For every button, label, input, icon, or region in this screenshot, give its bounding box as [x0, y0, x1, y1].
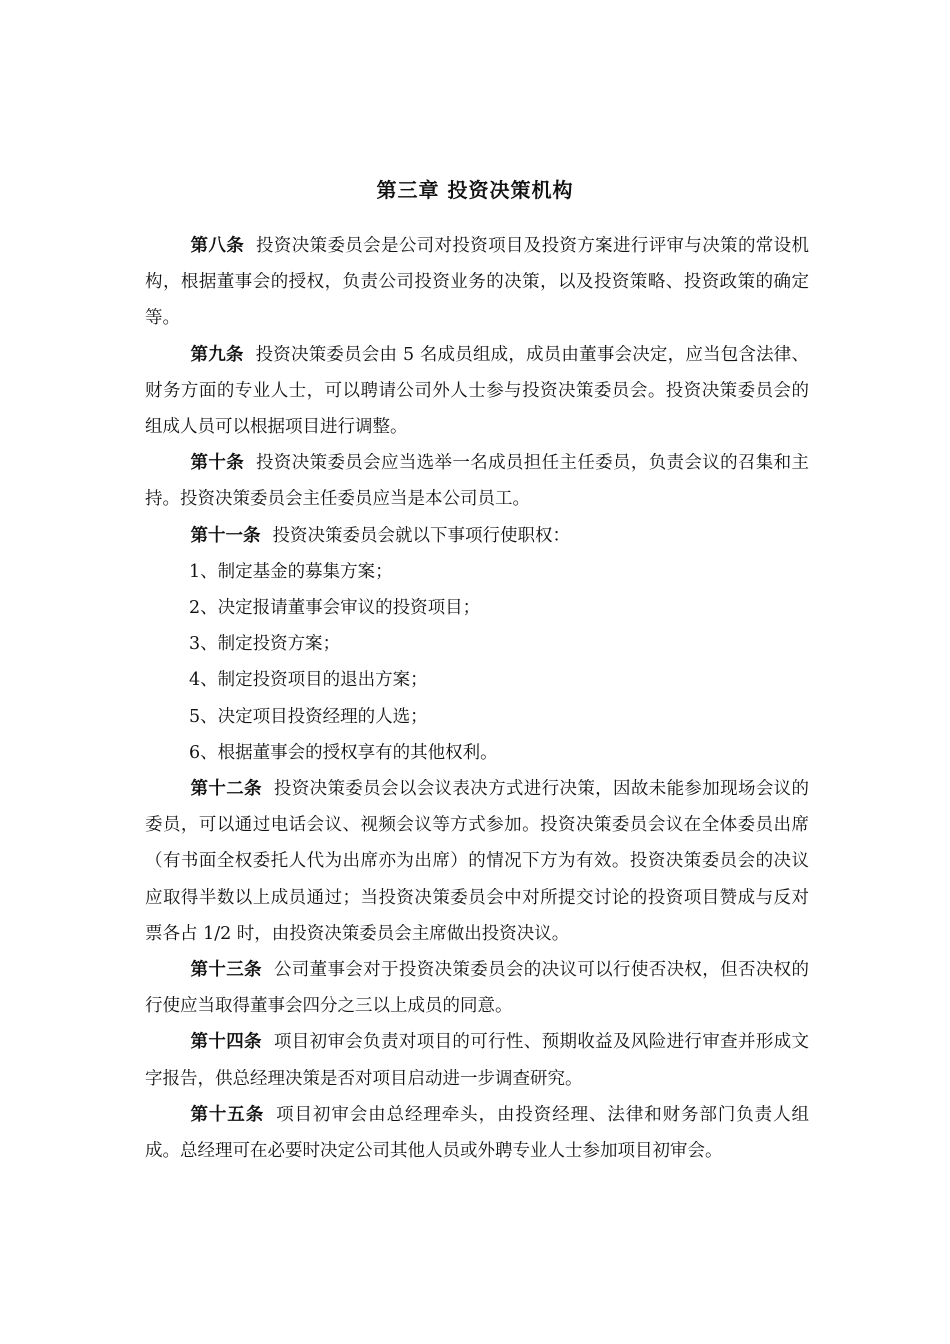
article-10 — [145, 445, 809, 517]
article-label: 第十条 — [190, 453, 245, 474]
article-8 — [145, 228, 809, 337]
article-label: 第十一条 — [190, 525, 261, 546]
article-13 — [145, 952, 809, 1024]
article-label: 第十五条 — [190, 1104, 265, 1125]
list-item: 5、决定项目投资经理的人选； — [189, 706, 428, 727]
article-text: 项目初审会负责对项目的可行性、预期收益及风险进行审查并形成文字报告，供总经理决策是否对项目启动进一步调查研究。 — [145, 1032, 810, 1089]
article-11 — [145, 518, 809, 554]
article-label: 第十二条 — [190, 779, 262, 800]
article-text: 投资决策委员会由 5 名成员组成，成员由董事会决定，应当包含法律、财务方面的专业人士，可以聘请公司外人士参与投资决策委员会。投资决策委员会的组成人员可以根据项目进行调整。 — [145, 344, 810, 438]
chapter-title: 第三章 投资决策机构 — [376, 178, 574, 202]
article-text: 公司董事会对于投资决策委员会的决议可以行使否决权，但否决权的行使应当取得董事会四分之三以上成员的同意。 — [145, 960, 810, 1017]
article-label: 第八条 — [190, 236, 245, 256]
article-text: 投资决策委员会是公司对投资项目及投资方案进行评审与决策的常设机构，根据董事会的授权，负责公司投资业务的决策，以及投资策略、投资政策的确定等。 — [145, 236, 809, 329]
list-item: 6、根据董事会的授权享有的其他权利。 — [189, 742, 498, 763]
list-item: 1、制定基金的募集方案； — [189, 561, 393, 582]
document-body — [145, 228, 809, 1169]
article-text: 投资决策委员会应当选举一名成员担任主任委员，负责会议的召集和主持。投资决策委员会主任委员应当是本公司员工。 — [145, 453, 809, 510]
list-item: 3、制定投资方案； — [189, 634, 341, 655]
list-item: 2、决定报请董事会审议的投资项目； — [189, 598, 481, 619]
article-label: 第十三条 — [190, 960, 262, 981]
article-text: 投资决策委员会就以下事项行使职权： — [272, 525, 570, 546]
article-text: 项目初审会由总经理牵头，由投资经理、法律和财务部门负责人组成。总经理可在必要时决定公司其他人员或外聘专业人士参加项目初审会。 — [145, 1104, 809, 1162]
article-15 — [145, 1097, 809, 1169]
article-label: 第九条 — [190, 344, 244, 365]
article-12 — [145, 771, 809, 952]
article-label: 第十四条 — [190, 1032, 262, 1053]
article-14 — [145, 1024, 809, 1096]
list-item: 4、制定投资项目的退出方案； — [189, 670, 428, 691]
article-9 — [145, 337, 809, 446]
article-text: 投资决策委员会以会议表决方式进行决策，因故未能参加现场会议的委员，可以通过电话会议、视频会议等方式参加。投资决策委员会议在全体委员出席（有书面全权委托人代为出席亦为出席）的情况下方为有效。投资决策委员会的决议应取得半数以上成员通过；当投资决策委员会中对所提交讨论的投资项目赞成与反对票各占 1/2 时，由投资决策委员会主席做出投资决议。 — [145, 779, 810, 944]
